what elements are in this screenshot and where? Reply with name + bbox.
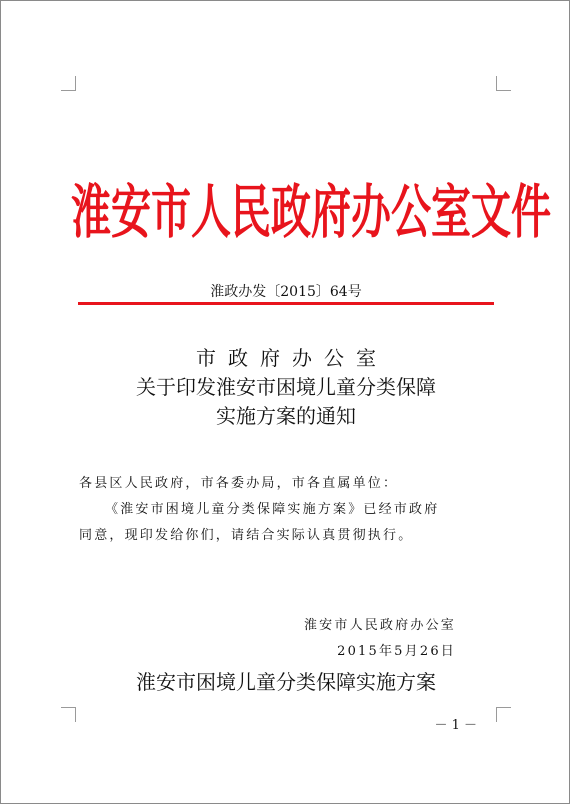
crop-mark-top-left	[61, 76, 76, 91]
signature-date: 2015年5月26日	[337, 644, 456, 659]
crop-mark-top-right	[496, 76, 511, 91]
title-line-2: 关于印发淮安市困境儿童分类保障	[136, 375, 436, 399]
notice-title	[61, 344, 511, 431]
body-paragraph-line-1: 《淮安市困境儿童分类保障实施方案》已经市政府	[105, 502, 440, 517]
crop-mark-bottom-right	[496, 707, 511, 722]
red-divider-line	[78, 302, 494, 305]
crop-mark-bottom-left	[61, 707, 76, 722]
attachment-title: 淮安市困境儿童分类保障实施方案	[136, 670, 436, 694]
signature-office: 淮安市人民政府办公室	[303, 618, 456, 633]
document-number: 淮政办发〔2015〕64号	[210, 284, 362, 300]
issuer-header: 淮安市人民政府办公室文件	[71, 179, 551, 247]
body-paragraph-line-2: 同意，现印发给你们，请结合实际认真贯彻执行。	[79, 528, 414, 543]
page-number: － 1 －	[434, 718, 477, 733]
addressee-line: 各县区人民政府，市各委办局，市各直属单位：	[79, 476, 399, 491]
title-line-1: 市政府办公室	[196, 346, 388, 370]
title-line-3: 实施方案的通知	[216, 404, 356, 428]
